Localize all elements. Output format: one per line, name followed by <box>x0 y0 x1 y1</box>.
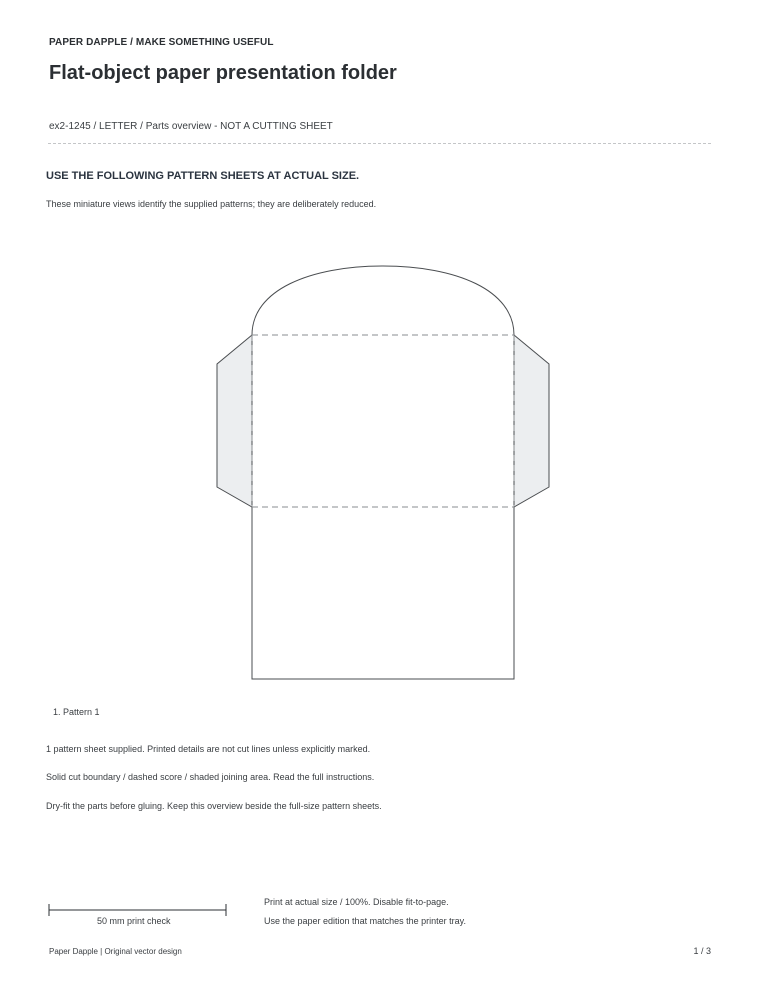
page-number: 1 / 3 <box>693 946 711 956</box>
footer-credit: Paper Dapple | Original vector design <box>49 947 182 956</box>
note-line: Dry-fit the parts before gluing. Keep this overview beside the full-size pattern sheets. <box>46 801 382 811</box>
pattern-caption: 1. Pattern 1 <box>53 707 100 717</box>
note-line: 1 pattern sheet supplied. Printed details are not cut lines unless explicitly marked. <box>46 744 371 754</box>
brand-line: PAPER DAPPLE / MAKE SOMETHING USEFUL <box>49 37 274 48</box>
print-instruction: Use the paper edition that matches the printer tray. <box>264 916 466 926</box>
intro-text: These miniature views identify the supplied patterns; they are deliberately reduced. <box>46 199 377 209</box>
scale-label: 50 mm print check <box>97 916 171 926</box>
page-title: Flat-object paper presentation folder <box>49 62 397 84</box>
section-heading: USE THE FOLLOWING PATTERN SHEETS AT ACTUAL SIZE. <box>46 170 360 182</box>
print-instruction: Print at actual size / 100%. Disable fit-to-page. <box>264 897 449 907</box>
print-check-scale-bar <box>49 904 226 916</box>
left-glue-flap <box>217 335 252 507</box>
meta-line: ex2-1245 / LETTER / Parts overview - NOT A CUTTING SHEET <box>49 121 333 132</box>
note-line: Solid cut boundary / dashed score / shaded joining area. Read the full instructions. <box>46 772 375 782</box>
top-flap <box>252 266 514 335</box>
right-glue-flap <box>514 335 549 507</box>
